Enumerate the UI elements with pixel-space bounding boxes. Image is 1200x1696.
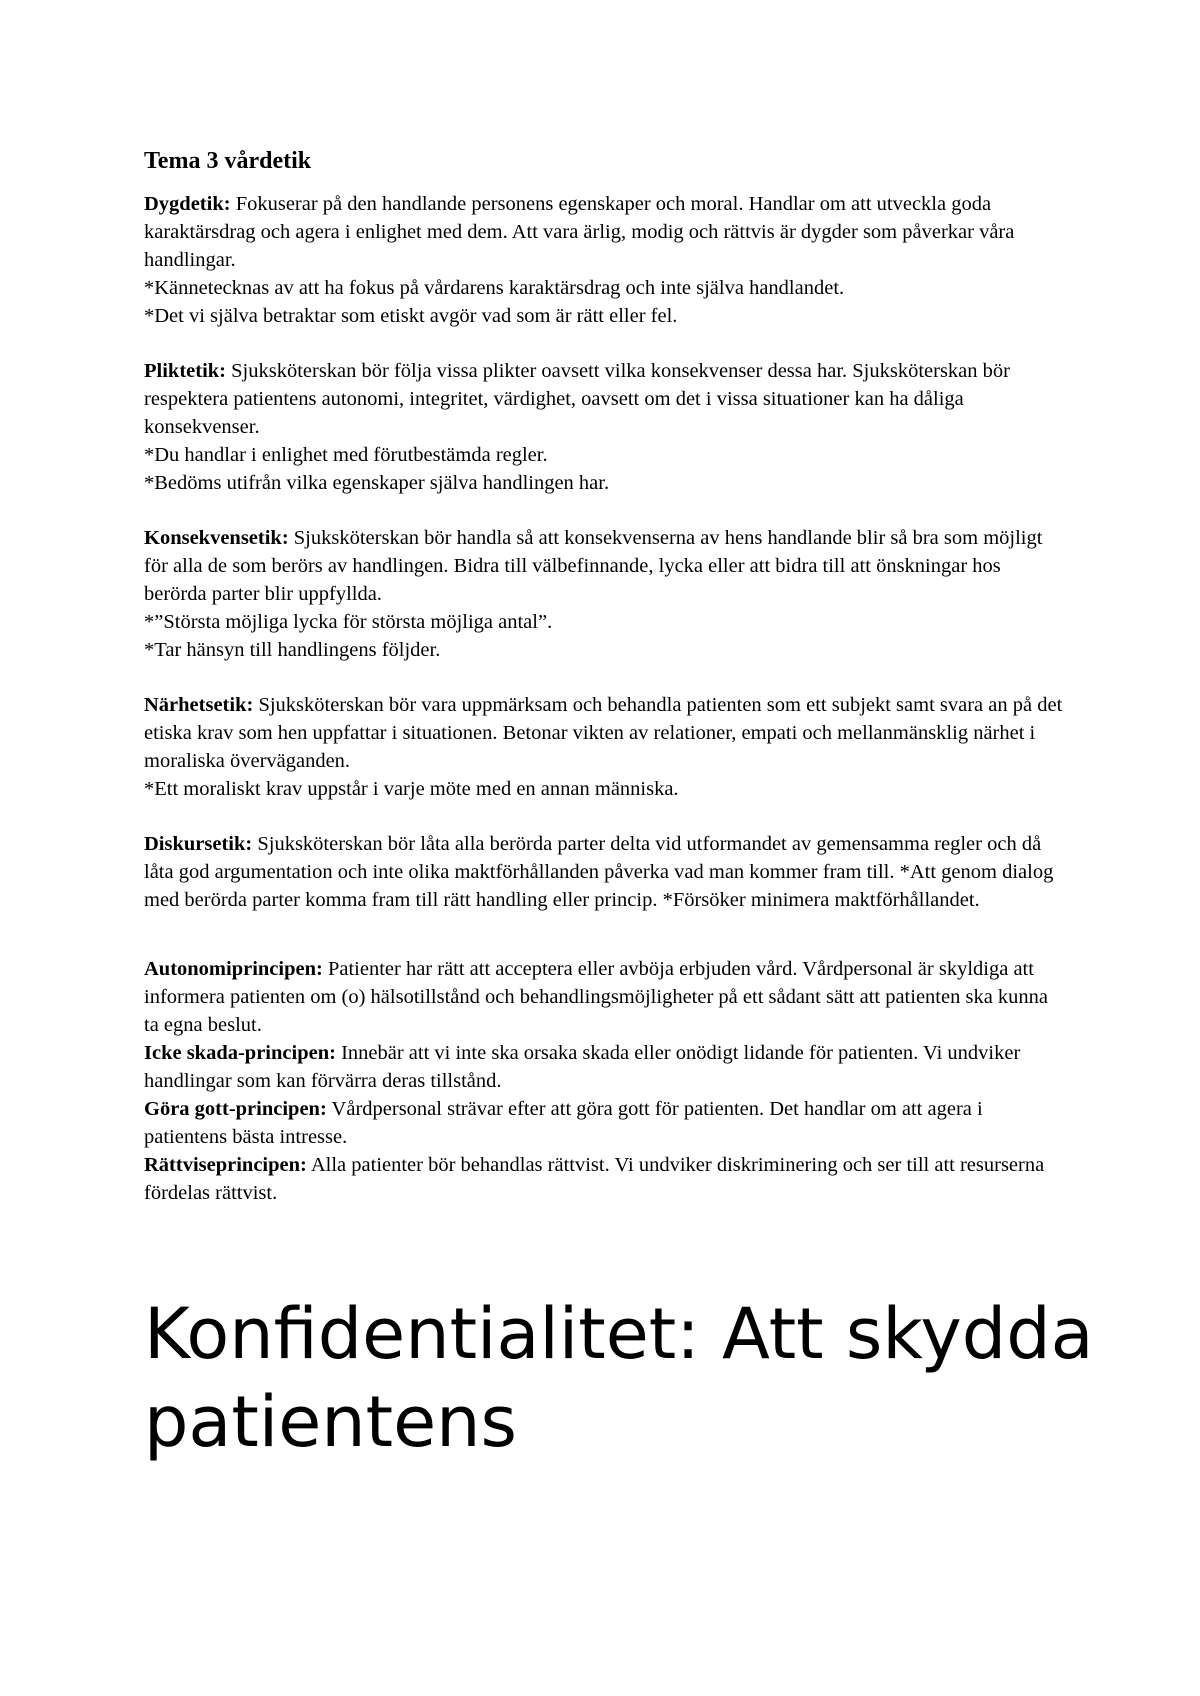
section-note: *Bedöms utifrån vilka egenskaper själva handlingen har. — [144, 472, 610, 494]
principle-paragraph — [144, 955, 1064, 1039]
spacer — [144, 941, 1064, 955]
principle-paragraph — [144, 1151, 1064, 1207]
section-note: *Tar hänsyn till handlingens följder. — [144, 639, 441, 661]
section-note: *Ett moraliskt krav uppstår i varje möte med en annan människa. — [144, 778, 679, 800]
section-paragraph — [144, 357, 1064, 441]
principle-autonomi — [144, 955, 1064, 1039]
section-note: *Du handlar i enlighet med förutbestämda regler. — [144, 444, 548, 466]
section-term: Närhetsetik: — [144, 694, 254, 716]
principle-paragraph — [144, 1039, 1064, 1095]
section-paragraph — [144, 830, 1064, 914]
section-term: Diskursetik: — [144, 833, 253, 855]
section-konsekvensetik — [144, 524, 1064, 664]
section-pliktetik — [144, 357, 1064, 497]
document-title: Tema 3 vårdetik — [144, 148, 312, 174]
principles-block — [144, 955, 1064, 1207]
section-paragraph — [144, 691, 1064, 775]
principle-term: Icke skada-principen: — [144, 1042, 336, 1064]
principle-text: Vårdpersonal strävar efter att göra gott för patienten. Det handlar om att agera i patientens bästa intresse. — [144, 1098, 983, 1148]
section-text: Fokuserar på den handlande personens egenskaper och moral. Handlar om att utveckla goda karaktärsdrag och agera i enlighet med dem. Att vara ärlig, modig och rättvis är dygder som påverkar våra handlingar. — [144, 193, 1015, 271]
section-narhetsetik — [144, 691, 1064, 803]
principle-paragraph — [144, 1095, 1064, 1151]
section-dygdetik — [144, 190, 1064, 330]
section-note: *”Största möjliga lycka för största möjliga antal”. — [144, 611, 553, 633]
section-note: *Kännetecknas av att ha fokus på vårdarens karaktärsdrag och inte själva handlandet. — [144, 277, 845, 299]
section-term: Pliktetik: — [144, 360, 226, 382]
section-text: Sjuksköterskan bör handla så att konsekvenserna av hens handlande blir så bra som möjligt för alla de som berörs av handlingen. Bidra till välbefinnande, lycka eller att bidra till att önskningar hos berörda parter blir uppfyllda. — [144, 527, 1043, 605]
section-note: *Det vi själva betraktar som etiskt avgör vad som är rätt eller fel. — [144, 305, 678, 327]
large-heading: Konfidentialitet: Att skydda patientens — [144, 1293, 1094, 1463]
section-text: Sjuksköterskan bör följa vissa plikter oavsett vilka konsekvenser dessa har. Sjuksköterskan bör respektera patientens autonomi, integritet, värdighet, oavsett om det i vissa situationer kan ha dåliga konsekvenser. — [144, 360, 1010, 438]
section-paragraph — [144, 190, 1064, 274]
principle-gora-gott — [144, 1095, 1064, 1151]
section-diskursetik — [144, 830, 1064, 914]
section-text: Sjuksköterskan bör låta alla berörda parter delta vid utformandet av gemensamma regler och då låta god argumentation och inte olika maktförhållanden påverka vad man kommer fram till. *Att genom dialog med berörda parter komma fram till rätt handling eller princip. *Försöker minimera maktförhållandet. — [144, 833, 1054, 911]
principle-text: Alla patienter bör behandlas rättvist. Vi undviker diskriminering och ser till att resurserna fördelas rättvist. — [144, 1154, 1045, 1204]
principle-rattvise — [144, 1151, 1064, 1207]
principle-term: Rättviseprincipen: — [144, 1154, 307, 1176]
principle-icke-skada — [144, 1039, 1064, 1095]
section-paragraph — [144, 524, 1064, 608]
principle-text: Innebär att vi inte ska orsaka skada eller onödigt lidande för patienten. Vi undviker handlingar som kan förvärra deras tillstånd. — [144, 1042, 1021, 1092]
principle-term: Göra gott-principen: — [144, 1098, 327, 1120]
section-term: Konsekvensetik: — [144, 527, 289, 549]
section-text: Sjuksköterskan bör vara uppmärksam och behandla patienten som ett subjekt samt svara an på det etiska krav som hen uppfattar i situationen. Betonar vikten av relationer, empati och mellanmänsklig närhet i moraliska överväganden. — [144, 694, 1063, 772]
document-body — [144, 146, 1064, 1207]
principle-term: Autonomiprincipen: — [144, 958, 323, 980]
section-term: Dygdetik: — [144, 193, 231, 215]
principle-text: Patienter har rätt att acceptera eller avböja erbjuden vård. Vårdpersonal är skyldiga att informera patienten om (o) hälsotillstånd och behandlingsmöjligheter på ett sådant sätt att patienten ska kunna ta egna beslut. — [144, 958, 1049, 1036]
